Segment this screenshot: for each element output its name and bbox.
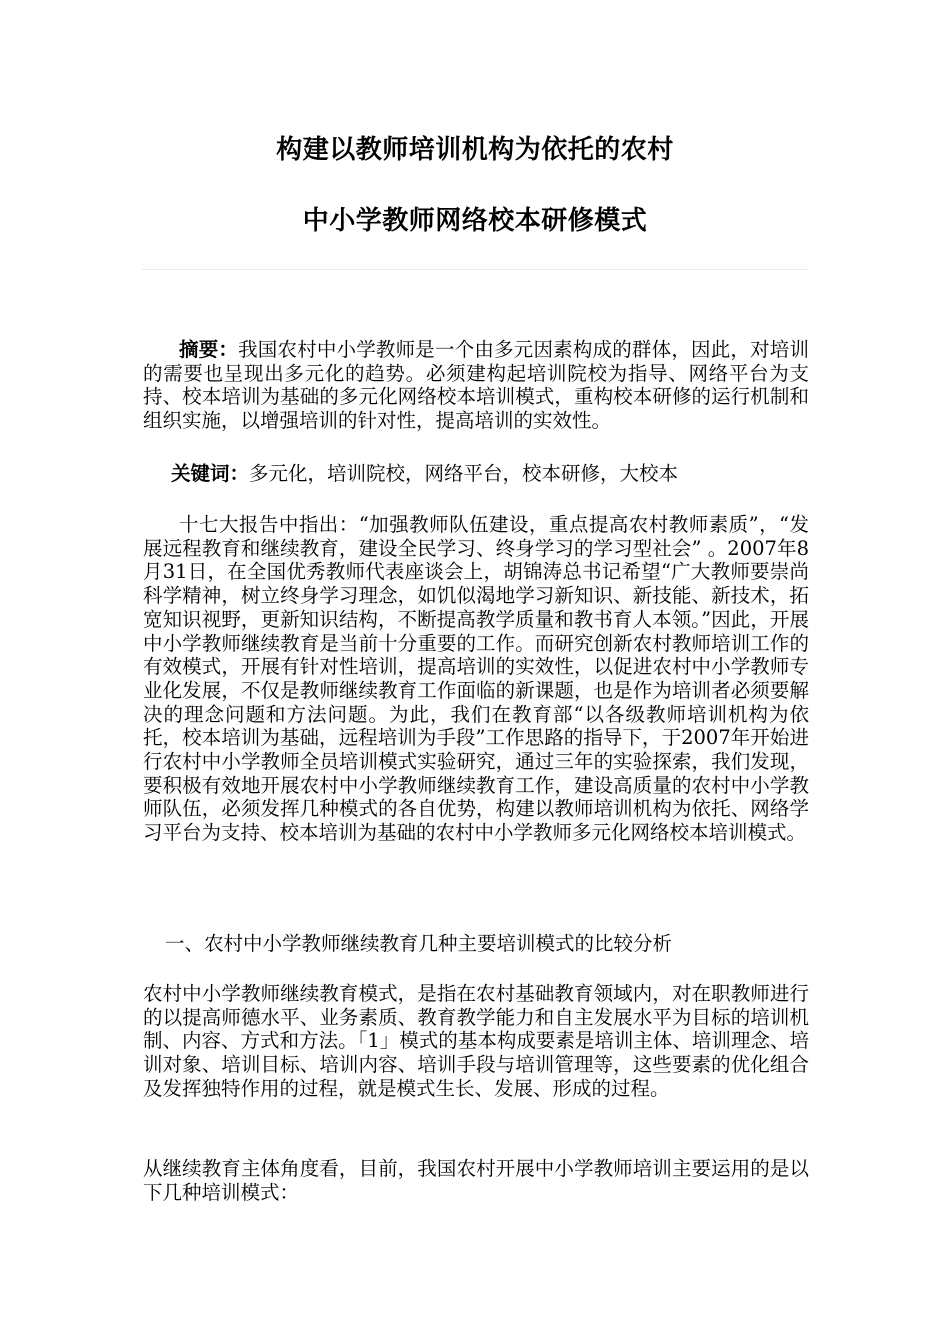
keywords-paragraph (143, 462, 809, 486)
intro-paragraph: 十七大报告中指出：“加强教师队伍建设，重点提高农村教师素质”，“发展远程教育和继续教育，建设全民学习、终身学习的学习型社会” 。2007年8月31日，在全国优秀教师代表座谈会上，胡锦涛总书记希望“广大教师要崇尚科学精神，树立终身学习理念，如饥似渴地学习新知识、新技能、新技术，拓宽知识视野，更新知识结构，不断提高教学质量和教书育人本领。”因此，开展中小学教师继续教育是当前十分重要的工作。而研究创新农村教师培训工作的有效模式，开展有针对性培训，提高培训的实效性，以促进农村中小学教师专业化发展，不仅是教师继续教育工作面临的新课题，也是作为培训者必须要解决的理念问题和方法问题。为此，我们在教育部“以各级教师培训机构为依托，校本培训为基础，远程培训为手段”工作思路的指导下，于2007年开始进行农村中小学教师全员培训模式实验研究，通过三年的实验探索，我们发现，要积极有效地开展农村中小学教师继续教育工作，建设高质量的农村中小学教师队伍，必须发挥几种模式的各自优势，构建以教师培训机构为依托、网络学习平台为支持、校本培训为基础的农村中小学教师多元化网络校本培训模式。 (143, 513, 809, 845)
section-1-paragraph-1: 农村中小学教师继续教育模式，是指在农村基础教育领域内，对在职教师进行的以提高师德水平、业务素质、教育教学能力和自主发展水平为目标的培训机制、内容、方式和方法。「1」模式的基本构成要素是培训主体、培训理念、培训对象、培训目标、培训内容、培训手段与培训管理等，这些要素的优化组合及发挥独特作用的过程，就是模式生长、发展、形成的过程。 (143, 982, 809, 1100)
section-1-heading: 一、农村中小学教师继续教育几种主要培训模式的比较分析 (165, 932, 673, 955)
document-title-line-1: 构建以教师培训机构为依托的农村 (276, 135, 674, 165)
abstract-paragraph (143, 338, 809, 433)
keywords-text: 多元化，培训院校，网络平台，校本研修，大校本 (249, 462, 679, 485)
section-1-paragraph-2: 从继续教育主体角度看，目前，我国农村开展中小学教师培训主要运用的是以下几种培训模式： (143, 1157, 809, 1204)
abstract-text: 我国农村中小学教师是一个由多元因素构成的群体，因此，对培训的需要也呈现出多元化的趋势。必须建构起培训院校为指导、网络平台为支持、校本培训为基础的多元化网络校本培训模式，重构校本研修的运行机制和组织实施，以增强培训的针对性，提高培训的实效性。 (143, 338, 809, 433)
abstract-label: 摘要： (179, 338, 239, 361)
document-title-line-2: 中小学教师网络校本研修模式 (302, 206, 648, 236)
keywords-label: 关键词： (171, 462, 250, 485)
title-divider (143, 269, 807, 270)
